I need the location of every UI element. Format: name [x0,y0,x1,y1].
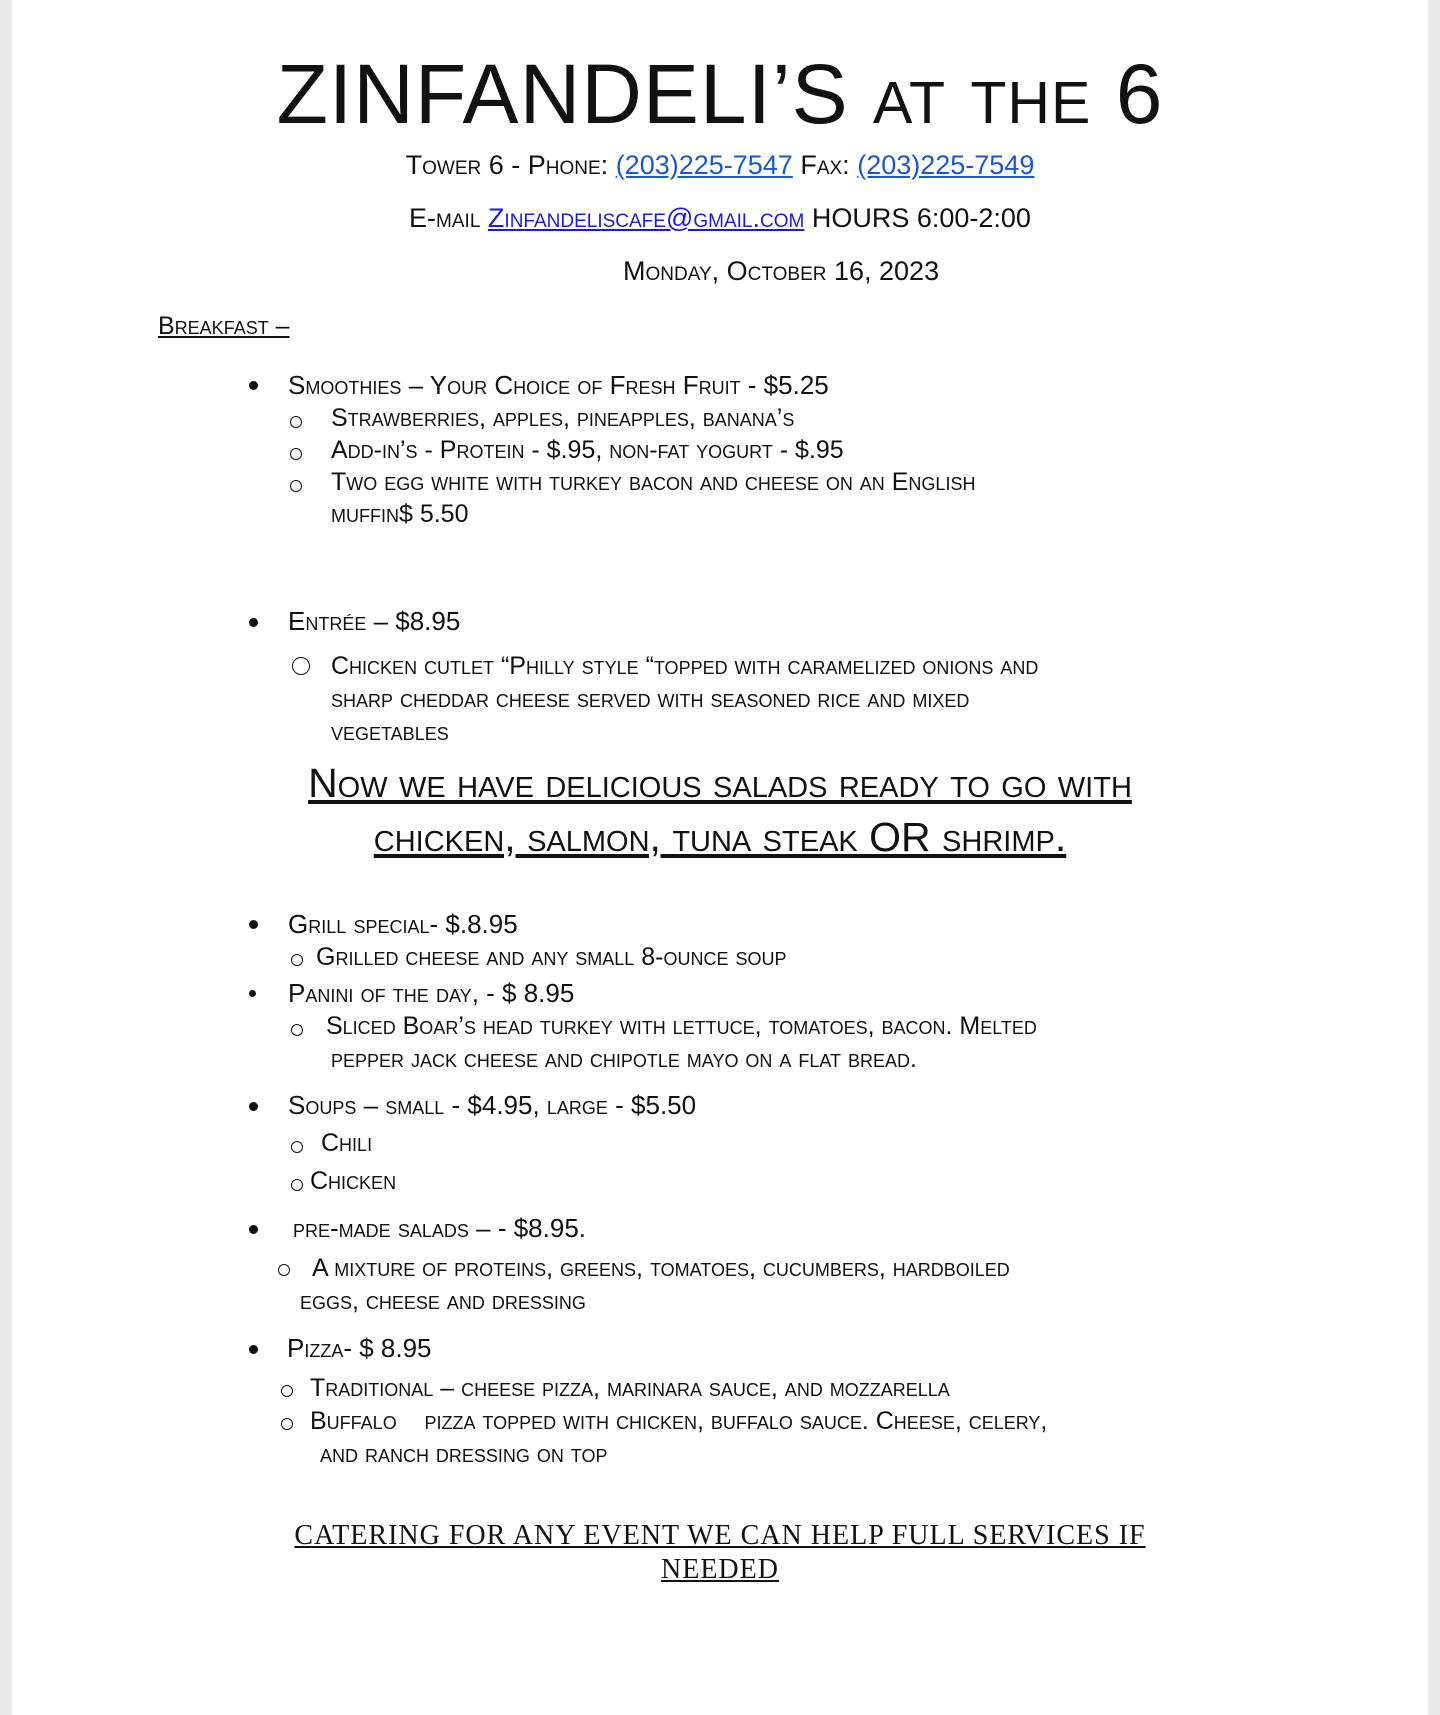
sub-bullet [281,1385,293,1397]
grill-sub: Grilled cheese and any small 8-ounce soup [316,943,787,971]
panini-line-1: Sliced Boar’s head turkey with lettuce, tomatoes, bacon. Melted [326,1012,1037,1040]
email-link[interactable]: Zinfandeliscafe@gmail.com [487,203,805,233]
entree-line-1: Chicken cutlet “Philly style “topped with caramelized onions and [331,652,1039,680]
egg-line-1: Two egg white with turkey bacon and cheese on an English [331,468,976,496]
soups-item: Soups – small - $4.95, large - $5.50 [288,1090,697,1120]
sub-bullet [290,448,302,460]
salads-line-1: A mixture of proteins, greens, tomatoes, cucumbers, hardboiled [312,1254,1010,1282]
sub-bullet [291,1024,303,1036]
bullet-dot [249,618,258,627]
page-title [0,47,1440,141]
sub-bullet [278,1264,290,1276]
salads-line-2: eggs, cheese and dressing [300,1287,586,1315]
pizza-buffalo-1: Buffalo pizza topped with chicken, buffalo sauce. Cheese, celery, [310,1407,1048,1435]
bullet-dot [249,1102,258,1111]
addins-item: Add-in’s - Protein - $.95, non-fat yogurt - $.95 [331,436,844,464]
pizza-buffalo-2: and ranch dressing on top [320,1440,608,1468]
salads-item: pre-made salads – - $8.95. [293,1213,587,1243]
catering-line-2: NEEDED [661,1554,779,1585]
sub-bullet [291,1141,303,1153]
catering-line-1: CATERING FOR ANY EVENT WE CAN HELP FULL SERVICES IF [294,1520,1146,1551]
egg-line-2: muffin$ 5.50 [331,500,469,528]
contact-line [0,150,1440,181]
sub-bullet [281,1418,293,1430]
sub-bullet [290,480,302,492]
title-main: ZINFANDELI’S [276,47,849,141]
date-text: Monday, October 16, 2023 [623,256,940,286]
grill-special: Grill special- $.8.95 [288,909,518,939]
bullet-dot [249,1225,258,1234]
fax-label: Fax: [800,150,850,180]
entree-item: Entrée – $8.95 [288,606,461,636]
breakfast-heading: Breakfast – [158,312,290,340]
phone-link[interactable]: (203)225-7547 [615,150,793,180]
title-tail: at the 6 [873,47,1164,141]
fax-link[interactable]: (203)225-7549 [857,150,1035,180]
soup-chili: Chili [321,1129,373,1157]
tower-label: Tower 6 - Phone: [405,150,609,180]
bullet-dot [249,1345,258,1354]
bullet-dot [249,381,258,390]
hours-text: HOURS 6:00-2:00 [811,203,1031,233]
promo-line-1: Now we have delicious salads ready to go with [308,760,1132,806]
sub-bullet [292,657,310,675]
pizza-item: Pizza- $ 8.95 [287,1333,432,1363]
pizza-traditional: Traditional – cheese pizza, marinara sauce, and mozzarella [310,1374,950,1402]
sub-bullet [291,954,303,966]
smoothie-fruits: Strawberries, apples, pineapples, banana’s [331,404,795,432]
sub-bullet [290,416,302,428]
entree-line-3: vegetables [331,718,449,746]
email-line [0,203,1440,234]
email-label: E-mail [409,203,481,233]
smoothies-item: Smoothies – Your Choice of Fresh Fruit - $5.25 [288,370,829,400]
entree-line-2: sharp cheddar cheese served with seasoned rice and mixed [331,685,970,713]
panini-item: Panini of the day, - $ 8.95 [288,978,575,1008]
sub-bullet [291,1179,303,1191]
panini-line-2: pepper jack cheese and chipotle mayo on a flat bread. [331,1045,917,1073]
promo-line-2: chicken, salmon, tuna steak OR shrimp. [373,814,1067,860]
bullet-dot [249,920,258,929]
bullet-dot [249,990,256,997]
soup-chicken: Chicken [310,1167,397,1195]
